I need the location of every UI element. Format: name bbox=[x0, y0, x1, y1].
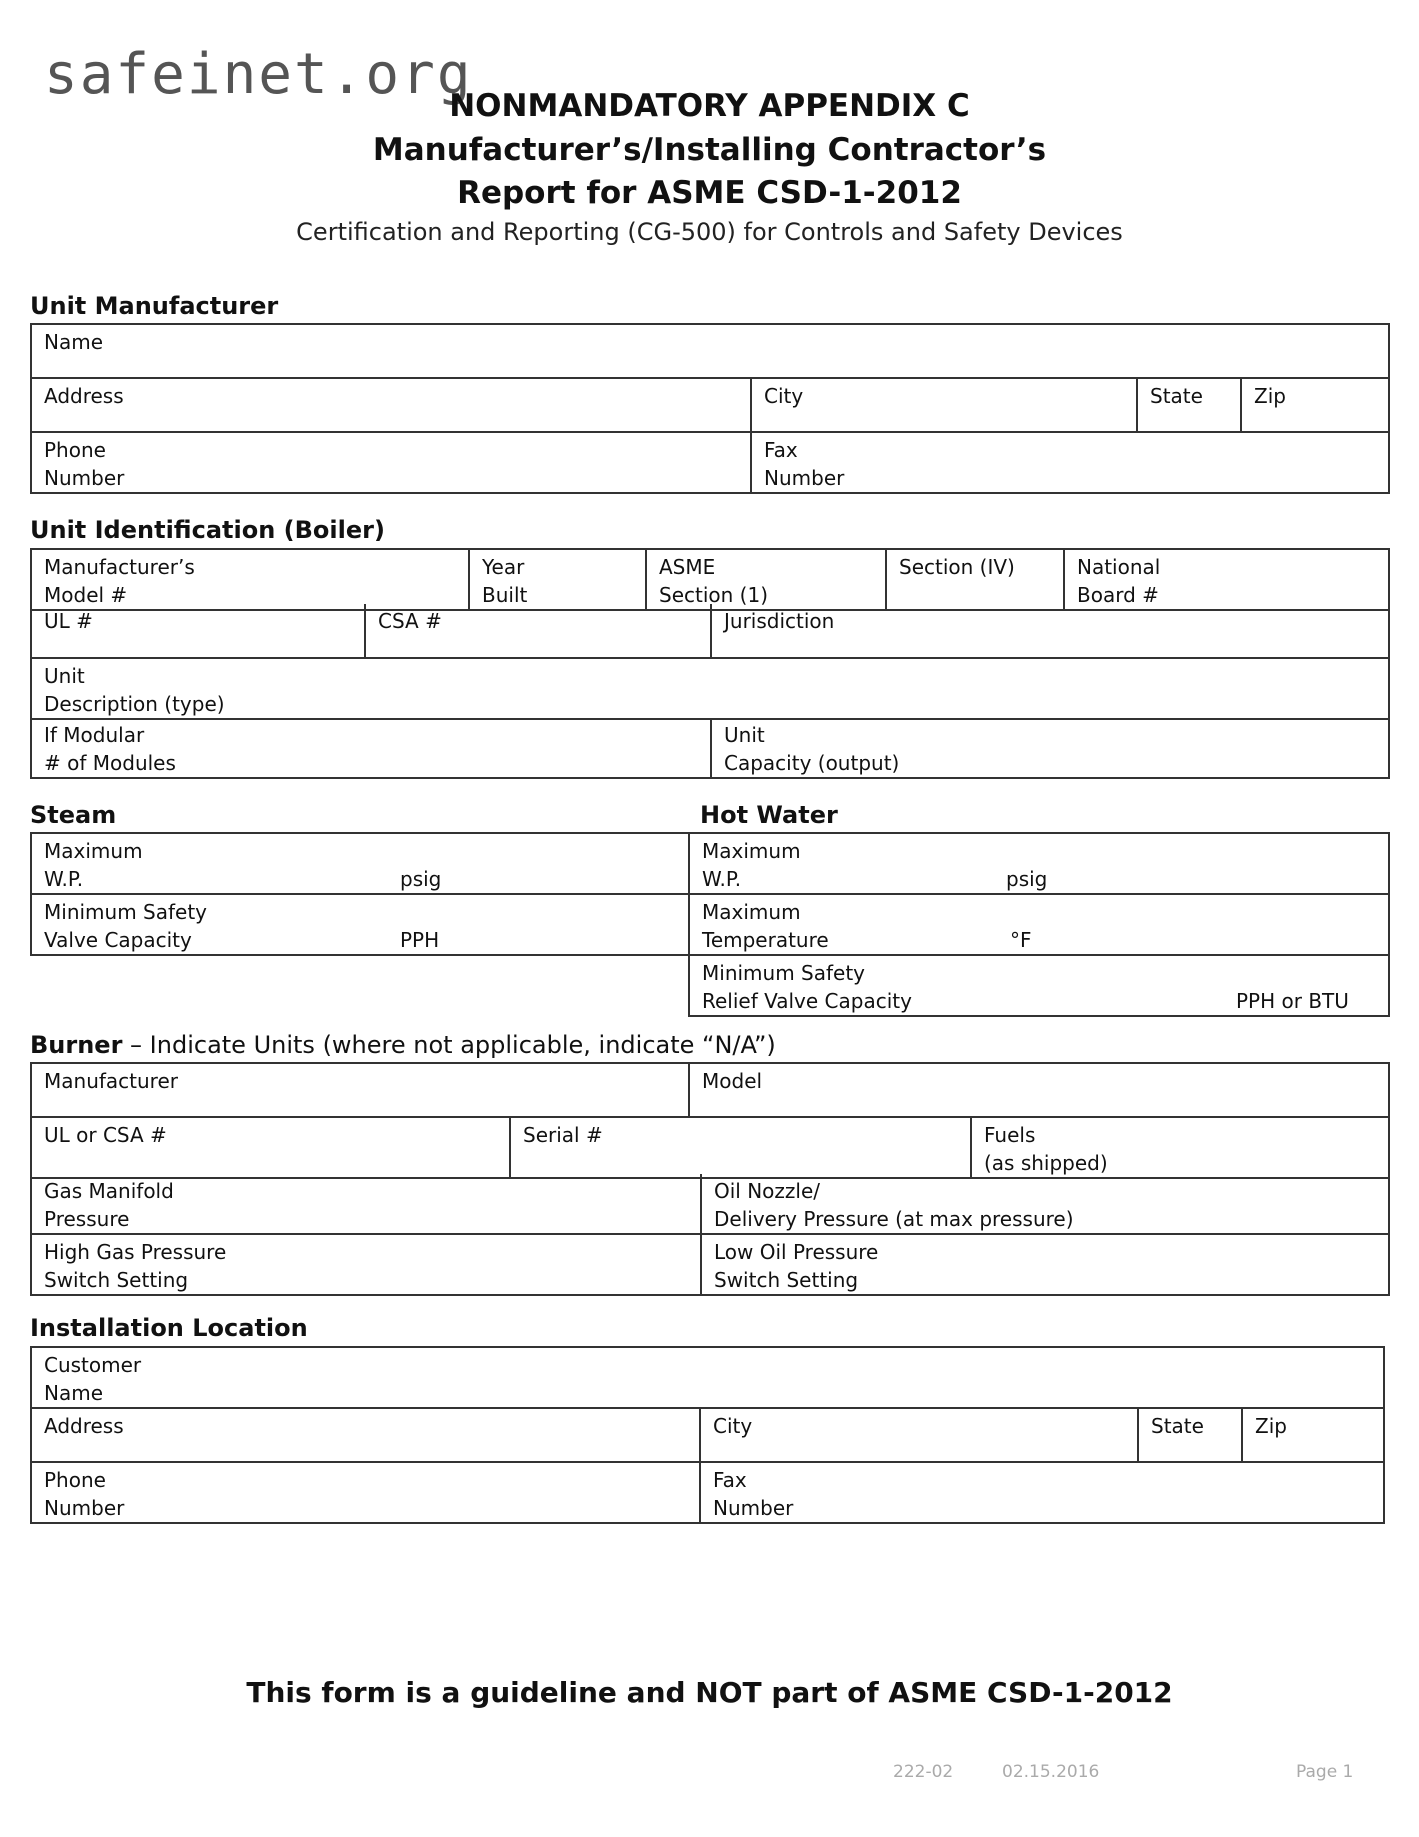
inst-state-field[interactable] bbox=[1138, 1408, 1242, 1462]
hw-rvc-field[interactable] bbox=[689, 955, 1389, 1016]
ui-asme-field[interactable] bbox=[646, 549, 886, 610]
inst-zip-field[interactable] bbox=[1242, 1408, 1384, 1462]
um-name-label: Name bbox=[44, 330, 104, 354]
steam-table bbox=[30, 832, 690, 956]
ui-capacity-label-1: Unit bbox=[724, 723, 765, 747]
burner-hgp-label-2: Switch Setting bbox=[44, 1268, 189, 1292]
ui-nb-label-2: Board # bbox=[1077, 583, 1159, 607]
burner-serial-field[interactable] bbox=[510, 1118, 971, 1178]
hw-rvc-unit: PPH or BTU bbox=[1236, 989, 1349, 1013]
hw-wp-field[interactable] bbox=[689, 833, 1389, 894]
form-title-line2: Manufacturer’s/Installing Contractor’s bbox=[372, 132, 1047, 168]
inst-fax-label-2: Number bbox=[713, 1496, 794, 1520]
hw-wp-unit: psig bbox=[1006, 867, 1048, 891]
um-city-field[interactable] bbox=[751, 378, 1137, 432]
inst-fax-label-1: Fax bbox=[713, 1468, 747, 1492]
um-fax-label-2: Number bbox=[764, 466, 845, 490]
hw-temp-field[interactable] bbox=[689, 894, 1389, 955]
burner-manufacturer-field[interactable] bbox=[31, 1063, 689, 1117]
inst-city-label: City bbox=[713, 1414, 753, 1438]
burner-oil-label-2: Delivery Pressure (at max pressure) bbox=[714, 1207, 1074, 1231]
um-fax-field[interactable] bbox=[751, 432, 1389, 493]
burner-manufacturer-label: Manufacturer bbox=[44, 1069, 178, 1093]
ui-model-label-1: Manufacturer’s bbox=[44, 555, 195, 579]
hw-rvc-label-1: Minimum Safety bbox=[702, 961, 866, 985]
unit-identification-table-3 bbox=[30, 718, 1390, 779]
steam-svc-field[interactable] bbox=[31, 894, 689, 955]
guideline-note: This form is a guideline and NOT part of ASME CSD-1-2012 bbox=[246, 1676, 1173, 1709]
inst-fax-field[interactable] bbox=[700, 1462, 1384, 1523]
ui-section-iv-label: Section (IV) bbox=[899, 555, 1015, 579]
inst-customer-field[interactable] bbox=[31, 1347, 1384, 1408]
unit-identification-table-1 bbox=[30, 548, 1390, 611]
ui-desc-label-1: Unit bbox=[44, 664, 85, 688]
steam-svc-label-2: Valve Capacity bbox=[44, 928, 192, 952]
ui-capacity-label-2: Capacity (output) bbox=[724, 751, 900, 775]
ui-year-field[interactable] bbox=[469, 549, 646, 610]
um-phone-label-1: Phone bbox=[44, 438, 106, 462]
ui-year-label-1: Year bbox=[482, 555, 525, 579]
burner-heading bbox=[30, 1031, 776, 1059]
unit-manufacturer-table bbox=[30, 323, 1390, 494]
steam-wp-unit: psig bbox=[400, 867, 442, 891]
burner-oil-label-1: Oil Nozzle/ bbox=[714, 1179, 821, 1203]
um-state-label: State bbox=[1150, 384, 1203, 408]
steam-svc-label-1: Minimum Safety bbox=[44, 900, 208, 924]
ui-model-field[interactable] bbox=[31, 549, 469, 610]
ui-modular-field[interactable] bbox=[31, 718, 711, 778]
ui-modular-label-2: # of Modules bbox=[44, 751, 176, 775]
inst-state-label: State bbox=[1151, 1414, 1204, 1438]
hw-wp-label-2: W.P. bbox=[702, 867, 742, 891]
ui-modular-label-1: If Modular bbox=[44, 723, 145, 747]
ui-year-label-2: Built bbox=[482, 583, 528, 607]
um-zip-field[interactable] bbox=[1241, 378, 1389, 432]
ui-ul-label: UL # bbox=[44, 609, 93, 633]
unit-identification-table-2 bbox=[30, 604, 1390, 720]
ui-capacity-field[interactable] bbox=[711, 718, 1389, 778]
page-number: Page 1 bbox=[1296, 1762, 1354, 1782]
ui-asme-label-1: ASME bbox=[659, 555, 716, 579]
burner-ul-csa-label: UL or CSA # bbox=[44, 1123, 167, 1147]
hw-temp-unit: °F bbox=[1010, 928, 1032, 952]
um-phone-label-2: Number bbox=[44, 466, 125, 490]
hw-temp-label-1: Maximum bbox=[702, 900, 801, 924]
form-title-line1: NONMANDATORY APPENDIX C bbox=[449, 88, 970, 124]
burner-high-gas-field[interactable] bbox=[31, 1234, 701, 1295]
burner-lop-label-1: Low Oil Pressure bbox=[714, 1240, 879, 1264]
inst-phone-label-2: Number bbox=[44, 1496, 125, 1520]
installation-heading: Installation Location bbox=[30, 1314, 308, 1342]
ui-ul-field[interactable] bbox=[31, 604, 365, 658]
burner-table-1 bbox=[30, 1062, 1390, 1118]
steam-heading: Steam bbox=[30, 801, 117, 829]
ui-jurisdiction-field[interactable] bbox=[711, 604, 1389, 658]
um-zip-label: Zip bbox=[1254, 384, 1286, 408]
burner-table-2 bbox=[30, 1118, 1390, 1179]
burner-gas-label-2: Pressure bbox=[44, 1207, 130, 1231]
inst-customer-label-1: Customer bbox=[44, 1353, 142, 1377]
burner-gas-label-1: Gas Manifold bbox=[44, 1179, 174, 1203]
burner-fuels-label-1: Fuels bbox=[984, 1123, 1036, 1147]
installation-table bbox=[30, 1346, 1385, 1524]
inst-address-field[interactable] bbox=[31, 1408, 700, 1462]
burner-ul-csa-field[interactable] bbox=[31, 1118, 510, 1178]
hw-temp-label-2: Temperature bbox=[702, 928, 829, 952]
um-address-label: Address bbox=[44, 384, 124, 408]
um-fax-label-1: Fax bbox=[764, 438, 798, 462]
hw-rvc-label-2: Relief Valve Capacity bbox=[702, 989, 912, 1013]
steam-wp-label-1: Maximum bbox=[44, 839, 143, 863]
unit-identification-heading: Unit Identification (Boiler) bbox=[30, 516, 385, 544]
ui-national-board-field[interactable] bbox=[1064, 549, 1389, 610]
um-address-field[interactable] bbox=[31, 378, 751, 432]
ui-desc-label-2: Description (type) bbox=[44, 692, 225, 716]
burner-serial-label: Serial # bbox=[523, 1123, 603, 1147]
inst-address-label: Address bbox=[44, 1414, 124, 1438]
ui-model-label-2: Model # bbox=[44, 583, 128, 607]
inst-phone-field[interactable] bbox=[31, 1462, 700, 1523]
inst-phone-label-1: Phone bbox=[44, 1468, 106, 1492]
steam-svc-unit: PPH bbox=[400, 928, 440, 952]
ui-jurisdiction-label: Jurisdiction bbox=[724, 609, 835, 633]
burner-hgp-label-1: High Gas Pressure bbox=[44, 1240, 227, 1264]
um-city-label: City bbox=[764, 384, 804, 408]
hot-water-heading: Hot Water bbox=[700, 801, 838, 829]
form-date: 02.15.2016 bbox=[1002, 1762, 1100, 1782]
ui-section-iv-field[interactable] bbox=[886, 549, 1064, 610]
steam-wp-field[interactable] bbox=[31, 833, 689, 894]
burner-model-field[interactable] bbox=[689, 1063, 1389, 1117]
form-number: 222-02 bbox=[893, 1762, 954, 1782]
inst-customer-label-2: Name bbox=[44, 1381, 104, 1405]
burner-heading-bold: Burner bbox=[30, 1031, 123, 1059]
watermark: safeinet.org bbox=[44, 42, 473, 107]
steam-wp-label-2: W.P. bbox=[44, 867, 84, 891]
um-phone-field[interactable] bbox=[31, 432, 751, 493]
inst-city-field[interactable] bbox=[700, 1408, 1138, 1462]
ui-nb-label-1: National bbox=[1077, 555, 1161, 579]
burner-lop-label-2: Switch Setting bbox=[714, 1268, 859, 1292]
ui-csa-field[interactable] bbox=[365, 604, 711, 658]
burner-oil-nozzle-field[interactable] bbox=[701, 1174, 1389, 1234]
ui-csa-label: CSA # bbox=[378, 609, 442, 633]
ui-description-field[interactable] bbox=[31, 658, 1389, 719]
um-state-field[interactable] bbox=[1137, 378, 1241, 432]
hot-water-table bbox=[688, 832, 1390, 1017]
inst-zip-label: Zip bbox=[1255, 1414, 1287, 1438]
burner-model-label: Model bbox=[702, 1069, 763, 1093]
hw-wp-label-1: Maximum bbox=[702, 839, 801, 863]
form-subtitle: Certification and Reporting (CG-500) for Controls and Safety Devices bbox=[296, 218, 1123, 246]
unit-manufacturer-heading: Unit Manufacturer bbox=[30, 292, 279, 320]
burner-low-oil-field[interactable] bbox=[701, 1234, 1389, 1295]
ui-asme-label-2: Section (1) bbox=[659, 583, 768, 607]
burner-fuels-label-2: (as shipped) bbox=[984, 1151, 1108, 1175]
form-title-line3: Report for ASME CSD-1-2012 bbox=[457, 175, 962, 211]
burner-fuels-field[interactable] bbox=[971, 1118, 1389, 1178]
burner-heading-note: – Indicate Units (where not applicable, indicate “N/A”) bbox=[122, 1031, 776, 1059]
um-name-field[interactable] bbox=[31, 324, 1389, 378]
burner-table-3 bbox=[30, 1174, 1390, 1296]
burner-gas-manifold-field[interactable] bbox=[31, 1174, 701, 1234]
